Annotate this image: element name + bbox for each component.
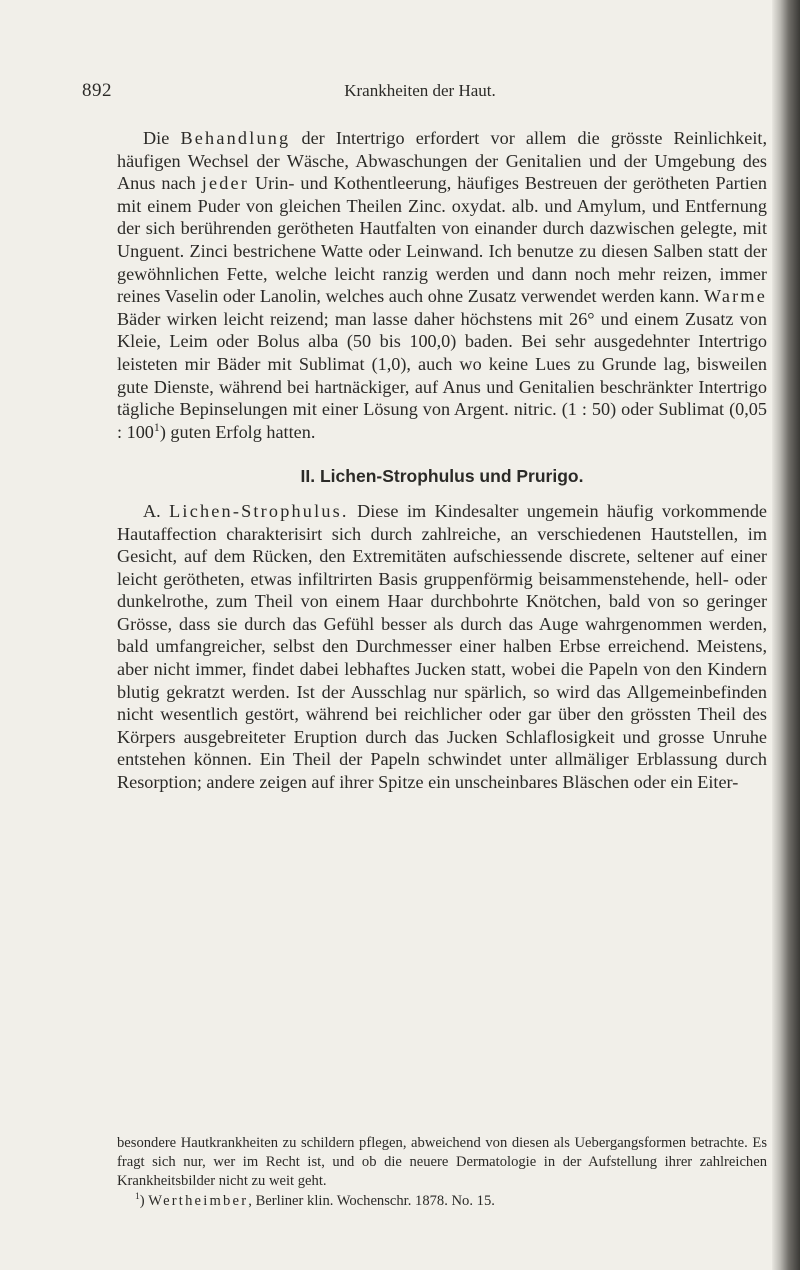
text-span: Bäder wirken leicht reizend; man lasse daher höchstens mit 26° und einem Zusatz von Kleie, Leim oder Bolus alba (50 bis 100,0) baden. Bei sehr ausgedehnter Intertrigo leisteten mir Bäder mit Sublimat (1,0), auch wo keine Lues zu Grunde lag, bisweilen gute Dienste, während bei hartnäckiger, auf Anus und Genitalien beschränkter Intertrigo tägliche Bepinselungen mit einer Lösung von Argent. nitric. (1 : 50) oder Sublimat (0,05 : 100 bbox=[117, 308, 767, 442]
running-title: Krankheiten der Haut. bbox=[344, 81, 496, 100]
footnote-author: Wertheimber bbox=[148, 1192, 249, 1209]
footnote-marker: 1 bbox=[135, 1191, 140, 1202]
paragraph-treatment bbox=[117, 127, 767, 443]
main-text bbox=[117, 127, 767, 794]
emphasis-span: Behandlung bbox=[180, 128, 291, 148]
footnote-ref: 1 bbox=[153, 419, 160, 434]
section-heading: II. Lichen-Strophulus und Prurigo. bbox=[300, 466, 584, 487]
text-span: ) guten Erfolg hatten. bbox=[159, 421, 316, 442]
page-edge-shadow bbox=[772, 0, 800, 1270]
page-number: 892 bbox=[82, 80, 112, 101]
emphasis-span: Warme bbox=[703, 286, 767, 307]
text-span: Diese im Kindesalter ungemein häufig vorkommende Hautaffection charakterisirt sich durch zahlreiche, an verschiedenen Hautstellen, im Gesicht, auf dem Rücken, den Extremitäten aufschiessende discrete, seltener auf einer leicht gerötheten, etwas infiltrirten Basis gruppenförmig beisammenstehende, hell- oder dunkelrothe, zum Theil von einem Haar durchbohrte Knötchen, bald von so geringer Grösse, dass sie durch das Gefühl besser als durch das Auge wahrgenommen werden, bald umfangreicher, selbst den Durchmesser einer halben Erbse erreichend. Meistens, aber nicht immer, findet dabei lebhaftes Jucken statt, wobei die Papeln von den Kindern blutig gekratzt werden. Ist der Ausschlag nur spärlich, so wird das Allgemeinbefinden nicht wesentlich gestört, während bei reichlicher oder gar über den grössten Theil des Körpers ausgebreiteter Eruption durch das Jucken Schlaflosigkeit und grosse Unruhe entstehen können. Ein Theil der Papeln schwindet unter allmäliger Erblassung durch Resorption; andere zeigen auf ihrer Spitze ein unscheinbares Bläschen oder ein Eiter- bbox=[117, 500, 767, 793]
text-span: Urin- und Kothentleerung, häufiges Bestreuen der gerötheten Partien mit einem Puder von gleichen Theilen Zinc. oxydat. alb. und Amylum, und Entfernung der sich berührenden gerötheten Hautfalten von einander durch dazwischen gelegte, mit Unguent. Zinci bestrichene Watte oder Leinwand. Ich benutze zu diesen Salben statt der gewöhnlichen Fette, welche leicht ranzig werden und dann noch mehr reizen, immer reines Vaselin oder Lanolin, welches auch ohne Zusatz verwendet werden kann. bbox=[117, 173, 768, 307]
text-span: der Intertrigo erfordert vor allem die grösste Reinlichkeit, häufigen Wechsel der Wäsche, Abwaschungen der Genitalien und der Umgebung des Anus nach bbox=[117, 128, 767, 194]
footnotes bbox=[117, 1134, 767, 1211]
emphasis-span: Lichen-Strophulus. bbox=[169, 500, 349, 521]
text-span: Die bbox=[143, 128, 181, 148]
footnote-text: , Berliner klin. Wochenschr. 1878. No. 15. bbox=[248, 1192, 495, 1209]
paragraph-lichen-strophulus bbox=[117, 500, 767, 794]
text-span: A. bbox=[143, 500, 170, 521]
footnote-continuation: besondere Hautkrankheiten zu schildern pflegen, abweichend von diesen als Uebergangsformen betrachte. Es fragt sich nur, wer im Recht ist, und ob die neuere Dermatologie in der Aufstellung ihrer zahlreichen Krankheitsbilder nicht zu weit geht. bbox=[117, 1135, 767, 1190]
footnote-1: $^1$) Wertheimber, Berliner klin. Wochenschr. 1878. No. 15. bbox=[135, 1191, 495, 1209]
page-header bbox=[82, 80, 758, 106]
emphasis-span: jeder bbox=[201, 173, 250, 194]
